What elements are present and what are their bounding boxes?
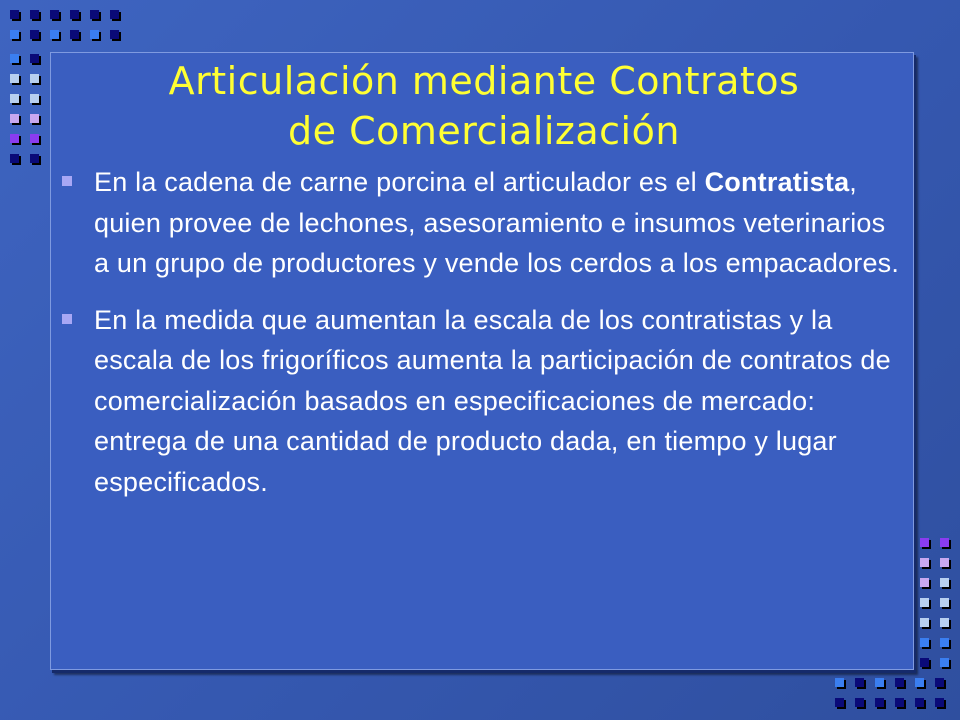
decor-square <box>10 74 19 83</box>
bullet-list <box>60 162 900 502</box>
decor-square <box>30 94 39 103</box>
bullet-item-escala <box>60 300 900 503</box>
decor-square <box>940 598 949 607</box>
decor-square <box>10 154 19 163</box>
title-line-1: Articulación mediante Contratos <box>168 59 800 103</box>
bullet-item-contratista <box>60 162 900 284</box>
decor-square <box>920 558 929 567</box>
decor-square <box>895 698 904 707</box>
decor-square <box>940 618 949 627</box>
decor-square <box>30 154 39 163</box>
decor-square <box>940 578 949 587</box>
decor-square <box>875 698 884 707</box>
bullet-2-text: En la medida que aumentan la escala de los contratistas y la escala de los frigoríficos aumenta la participación de contratos de comercialización basados en especificaciones de mercado: entrega de una cantidad de producto dada, en tiempo y lugar especificados. <box>94 304 891 497</box>
decor-square <box>90 30 99 39</box>
decor-square <box>50 30 59 39</box>
decor-square <box>940 638 949 647</box>
decor-square <box>940 538 949 547</box>
decor-square <box>920 578 929 587</box>
decor-square <box>10 30 19 39</box>
decor-square <box>935 678 944 687</box>
decor-square <box>855 678 864 687</box>
decor-square <box>30 30 39 39</box>
decor-square <box>110 30 119 39</box>
decor-square <box>70 30 79 39</box>
bullet-1-text-start: En la cadena de carne porcina el articulador es el <box>94 167 705 197</box>
decor-square <box>895 678 904 687</box>
decor-square <box>30 54 39 63</box>
decor-square <box>920 538 929 547</box>
decor-square <box>835 678 844 687</box>
decor-square <box>10 114 19 123</box>
decor-square <box>90 10 99 19</box>
decor-square <box>920 638 929 647</box>
decor-square <box>30 134 39 143</box>
bullet-square-icon <box>62 176 72 186</box>
slide-title <box>60 56 908 156</box>
decor-square <box>920 658 929 667</box>
decor-square <box>835 698 844 707</box>
decor-square <box>110 10 119 19</box>
decor-square <box>30 114 39 123</box>
decor-square <box>915 698 924 707</box>
decor-square <box>935 698 944 707</box>
decor-square <box>940 658 949 667</box>
bullet-1-bold-term: Contratista <box>704 167 850 197</box>
decor-square <box>10 10 19 19</box>
title-line-2: de Comercialización <box>288 109 680 153</box>
bullet-1-text-end: , quien provee de lechones, asesoramiento e insumos veterinarios a un grupo de productores y vende los cerdos a los empacadores. <box>94 167 900 278</box>
bullet-square-icon <box>62 314 72 324</box>
decor-square <box>940 558 949 567</box>
decor-square <box>10 134 19 143</box>
decor-square <box>30 10 39 19</box>
decor-square <box>10 54 19 63</box>
decor-square <box>70 10 79 19</box>
decor-square <box>915 678 924 687</box>
decor-square <box>50 10 59 19</box>
decor-square <box>30 74 39 83</box>
decor-square <box>855 698 864 707</box>
decor-square <box>10 94 19 103</box>
decor-square <box>920 598 929 607</box>
decor-square <box>875 678 884 687</box>
decor-square <box>920 618 929 627</box>
